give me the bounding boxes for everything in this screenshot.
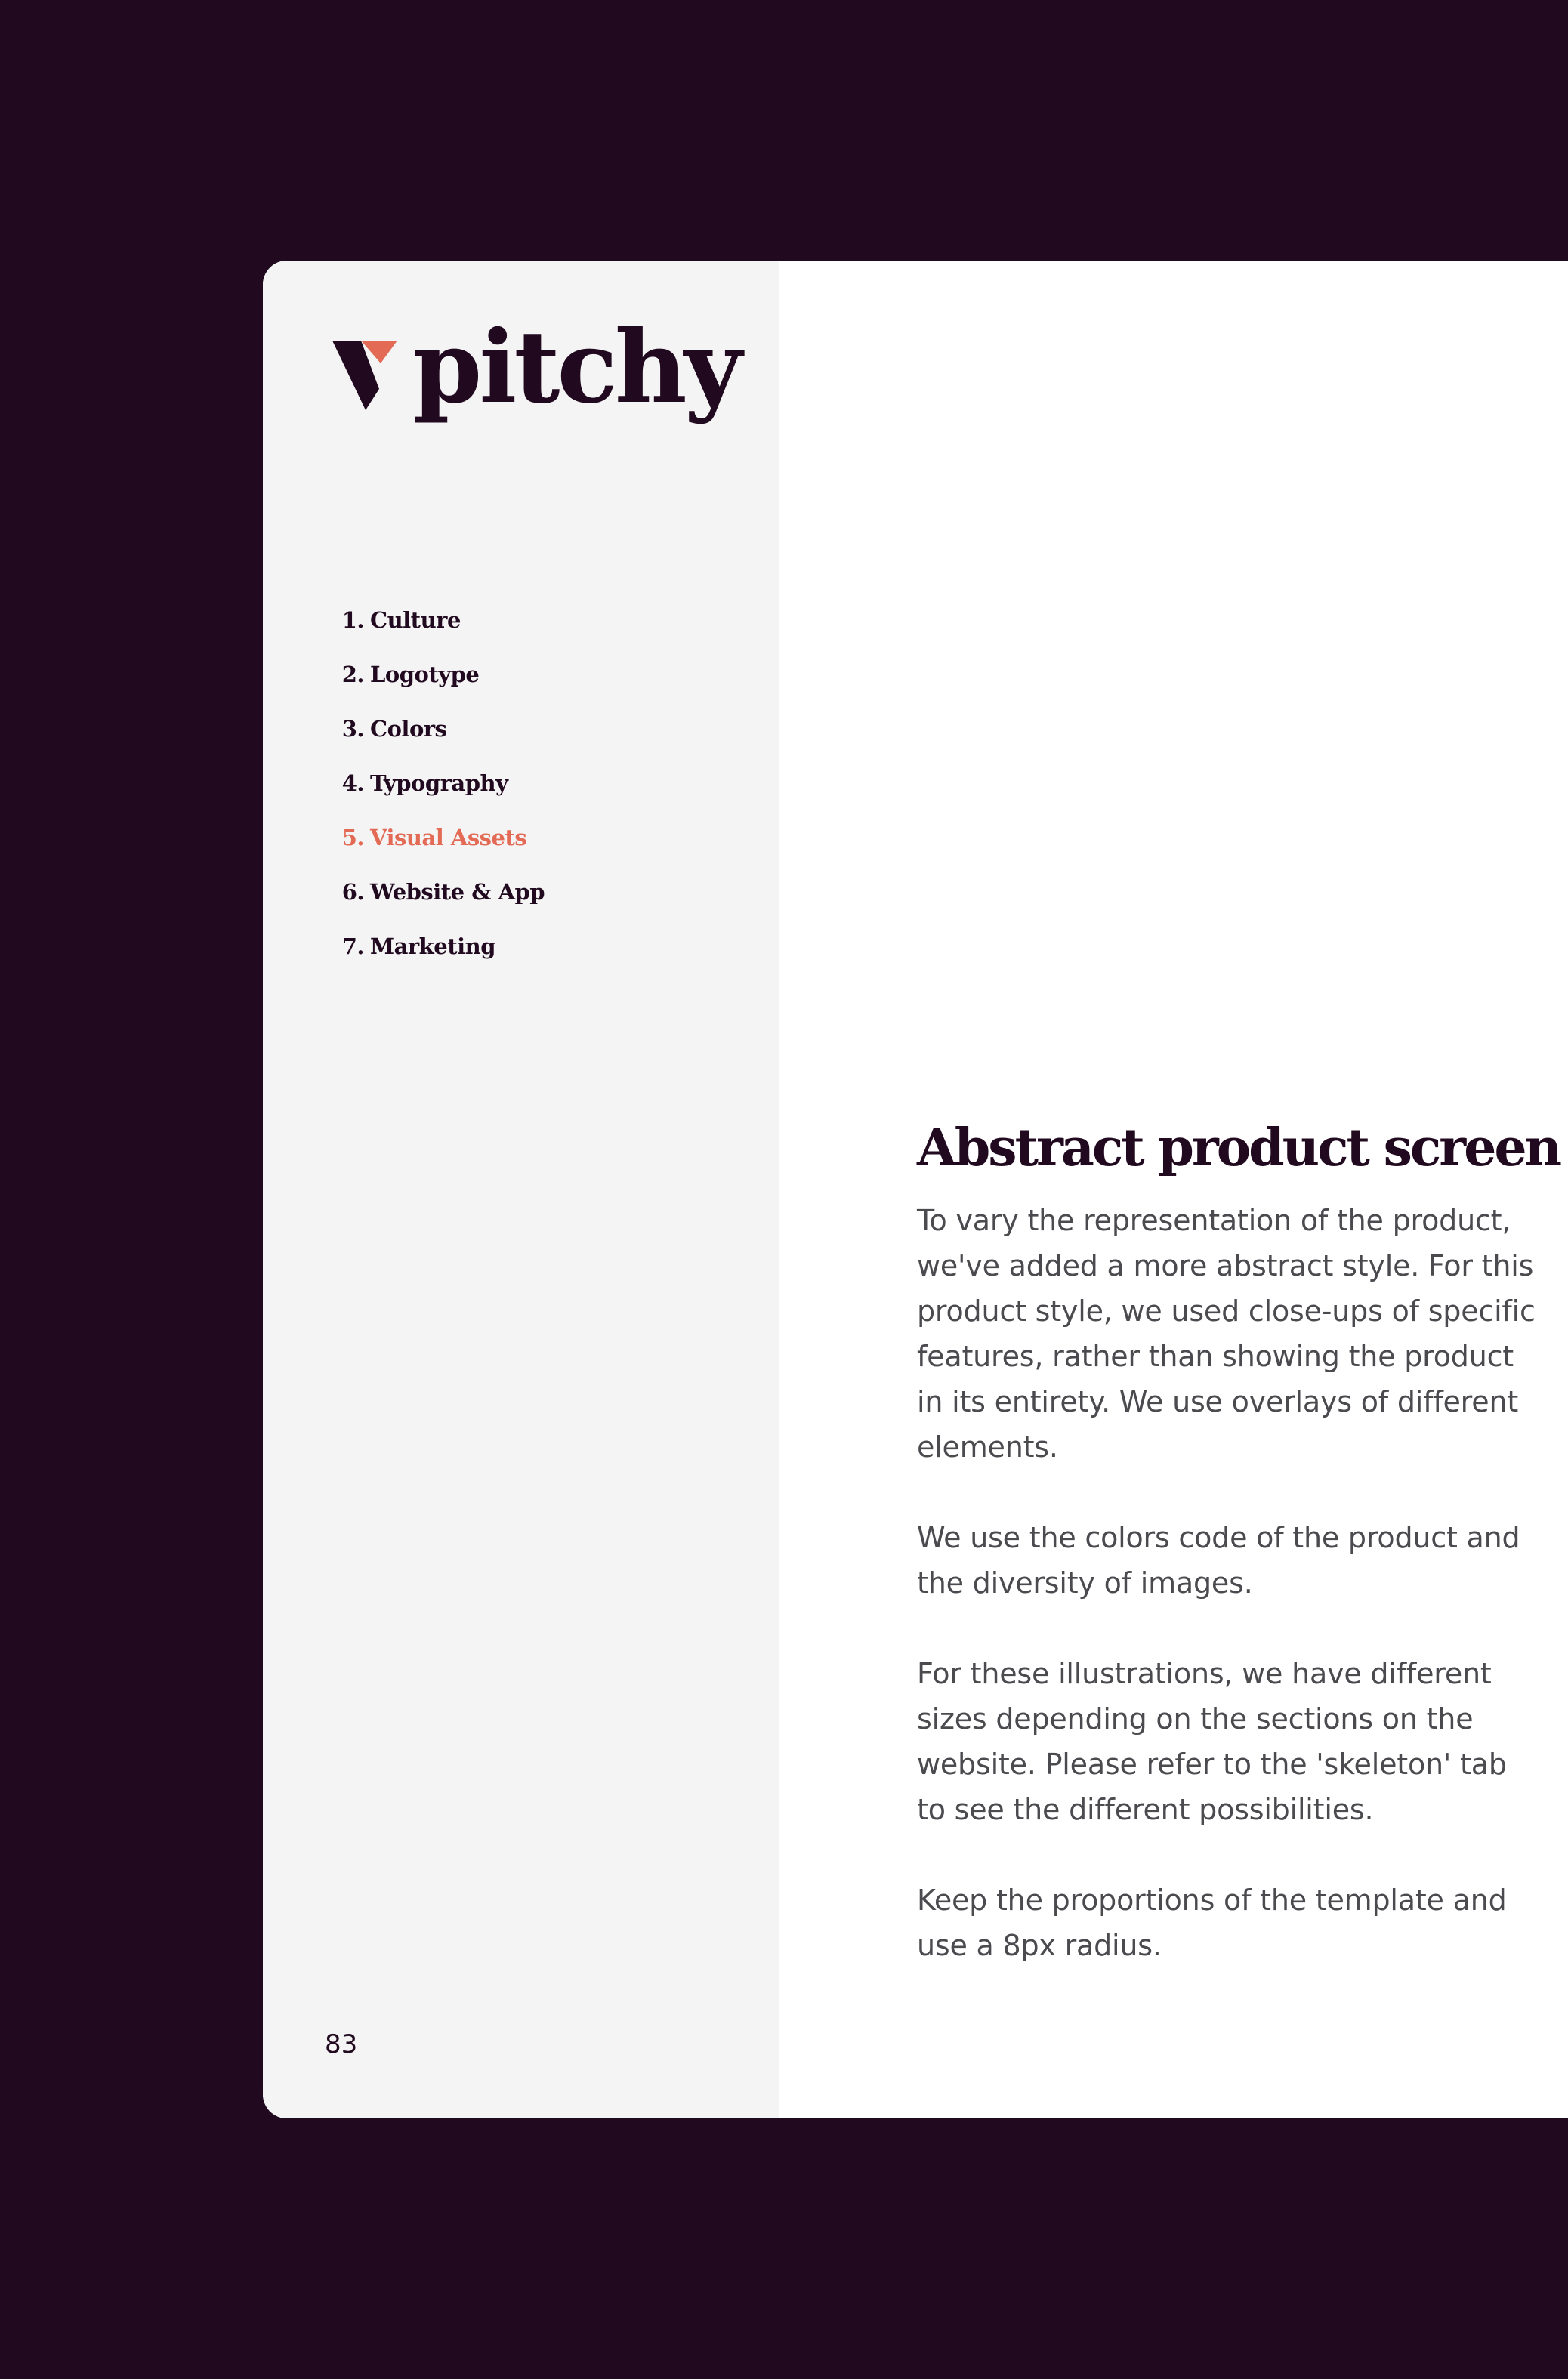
body-paragraph: To vary the representation of the product, we've added a more abstract style. For this product style, we used close-ups of specific features, rather than showing the product in its entirety. We use overlays of different elements. [917, 1203, 1536, 1464]
body-paragraph: For these illustrations, we have different sizes depending on the sections on the website. Please refer to the 'skeleton' tab to see the different possibilities. [917, 1656, 1507, 1826]
brand-logo[interactable] [331, 309, 739, 427]
nav-item-number: 6. [341, 879, 364, 905]
nav-item-visual-assets[interactable] [338, 810, 545, 865]
pitchy-v-logo-icon [331, 336, 399, 412]
nav-item-label: Marketing [370, 933, 495, 959]
section-title: Abstract product screen [917, 1118, 1560, 1178]
nav-item-label: Website & App [370, 879, 545, 905]
nav-item-label: Culture [370, 607, 461, 633]
nav-item-colors[interactable] [338, 702, 545, 756]
nav-item-label: Logotype [370, 662, 480, 687]
nav-item-label: Typography [370, 770, 508, 796]
nav-item-culture[interactable] [338, 593, 545, 647]
section-nav [338, 593, 545, 974]
nav-item-website-app[interactable] [338, 865, 545, 919]
nav-item-number: 2. [341, 662, 364, 687]
nav-item-number: 4. [341, 770, 364, 796]
sidebar [263, 261, 779, 2118]
nav-item-number: 5. [341, 825, 364, 850]
nav-item-number: 3. [341, 716, 364, 742]
nav-item-label: Visual Assets [370, 825, 527, 850]
brand-wordmark: pitchy [412, 309, 739, 426]
document-page [263, 261, 1568, 2118]
nav-item-number: 1. [341, 607, 364, 633]
nav-item-number: 7. [341, 933, 364, 959]
body-paragraph: Keep the proportions of the template and use a 8px radius. [917, 1883, 1507, 1962]
nav-item-label: Colors [370, 716, 447, 742]
nav-item-typography[interactable] [338, 756, 545, 810]
nav-item-logotype[interactable] [338, 647, 545, 702]
nav-item-marketing[interactable] [338, 919, 545, 974]
body-paragraph: We use the colors code of the product and the diversity of images. [917, 1520, 1520, 1600]
main-content [917, 1118, 1560, 2013]
page-number: 83 [325, 2029, 358, 2060]
